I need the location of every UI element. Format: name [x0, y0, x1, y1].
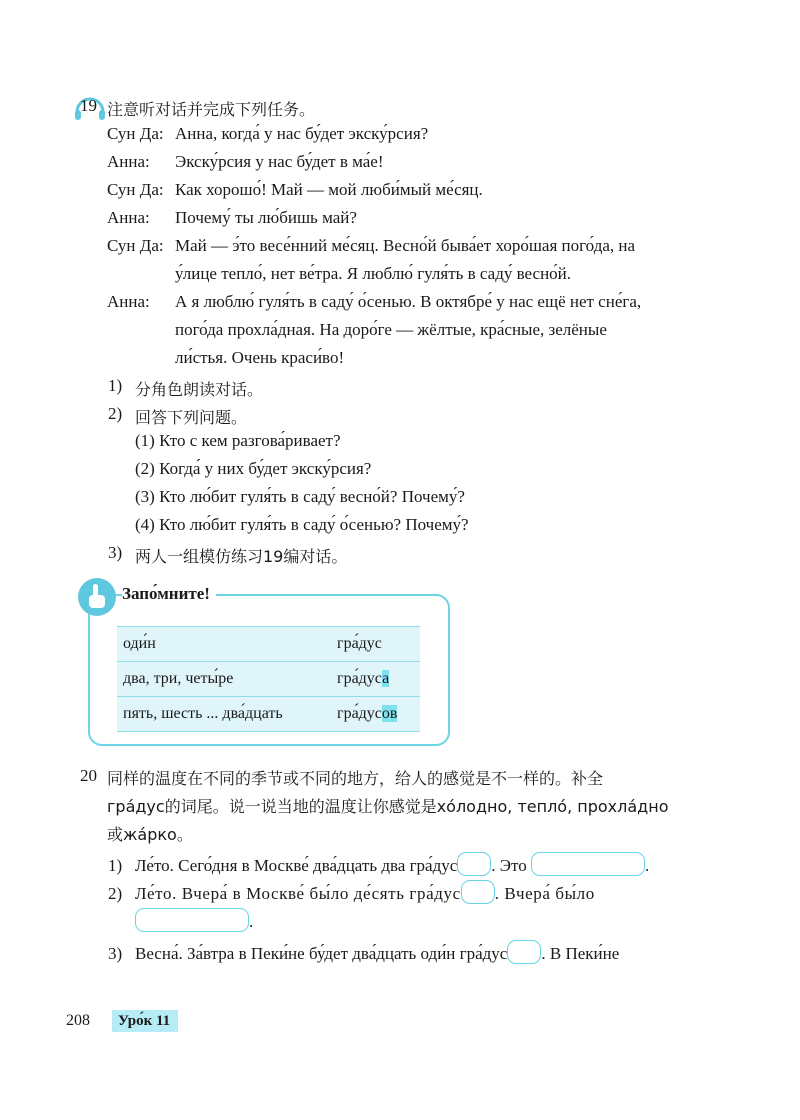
noun-cell: гра́дусов [337, 705, 398, 722]
ending-highlight: ов [381, 705, 398, 722]
ending-blank[interactable] [507, 940, 541, 964]
dialog-line: пого́да прохла́дная. На доро́ге — жёлтые, кра́сные, зелёные [175, 320, 607, 339]
grammar-table [117, 626, 420, 732]
answer-blank[interactable] [531, 852, 645, 876]
noun-cell: гра́дуса [337, 670, 390, 687]
dialog-line: Экску́рсия у нас бу́дет в ма́е! [175, 152, 384, 171]
exercise-item: Ле́то. Сего́дня в Москве́ два́дцать два гра́дус . Это . [135, 852, 649, 880]
speaker: Анна: [107, 152, 150, 171]
numeral-cell: оди́н [123, 635, 156, 652]
speaker: Сун Да: [107, 236, 164, 255]
exercise-item-continuation: . [135, 908, 253, 936]
exercise-20-instruction: гра́дус的词尾。说一说当地的温度让你感觉是хо́лодно, тепло́, прохла́дно [107, 797, 669, 816]
ending-highlight: а [382, 670, 390, 687]
numeral-cell: пять, шесть ... два́дцать [123, 705, 283, 722]
exercise-19-instruction: 注意听对话并完成下列任务。 [107, 100, 316, 119]
exercise-20-number: 20 [80, 766, 97, 785]
exercise-item: Ле́то. Вчера́ в Москве́ бы́ло де́сять гра́дус . Вчера́ бы́ло [135, 880, 595, 908]
remember-title: Запо́мните! [122, 584, 216, 604]
noun-cell: гра́дус [337, 635, 382, 652]
task-text: 分角色朗读对话。 [135, 380, 264, 399]
speaker: Сун Да: [107, 124, 164, 143]
ending-blank[interactable] [461, 880, 495, 904]
speaker: Анна: [107, 208, 150, 227]
speaker: Сун Да: [107, 180, 164, 199]
table-row [117, 626, 420, 662]
dialog-line: А я люблю́ гуля́ть в саду́ о́сенью. В октябре́ у нас ещё нет сне́га, [175, 292, 642, 311]
question: (1) Кто с кем разгова́ривает? [135, 431, 341, 450]
task-number: 2) [108, 404, 123, 423]
question: (3) Кто лю́бит гуля́ть в саду́ весно́й? Почему́? [135, 487, 465, 506]
lesson-tag: Уро́к 11 [112, 1010, 178, 1032]
answer-blank[interactable] [135, 908, 249, 932]
question: (4) Кто лю́бит гуля́ть в саду́ о́сенью? Почему́? [135, 515, 469, 534]
dialog-line: ли́стья. Очень краси́во! [175, 348, 345, 367]
page-number: 208 [66, 1012, 90, 1029]
task-number: 1) [108, 376, 123, 395]
dialog-line: Как хорошо́! Май — мой люби́мый ме́сяц. [175, 180, 483, 199]
task-text: 两人一组模仿练习19编对话。 [135, 547, 348, 566]
dialog-line: Анна, когда́ у нас бу́дет экску́рсия? [175, 124, 429, 143]
dialog-line: у́лице тепло́, нет ве́тра. Я люблю́ гуля́ть в саду́ весно́й. [175, 264, 572, 283]
numeral-cell: два, три, четы́ре [123, 670, 234, 687]
ending-blank[interactable] [457, 852, 491, 876]
task-number: 3) [108, 543, 123, 562]
table-row [117, 662, 420, 697]
exercise-19-number: 19 [80, 96, 97, 115]
hand-pointer-icon [78, 578, 116, 616]
dialog-line: Май — э́то весе́нний ме́сяц. Весно́й быва́ет хоро́шая пого́да, на [175, 236, 636, 255]
speaker: Анна: [107, 292, 150, 311]
exercise-20-instruction: 或жа́рко。 [107, 825, 193, 844]
item-number: 3) [108, 944, 123, 963]
exercise-item: Весна́. За́втра в Пеки́не бу́дет два́дцать оди́н гра́дус . В Пеки́не [135, 940, 619, 968]
dialog-line: Почему́ ты лю́бишь май? [175, 208, 357, 227]
task-text: 回答下列问题。 [135, 408, 248, 427]
item-number: 2) [108, 884, 123, 903]
item-number: 1) [108, 856, 123, 875]
question: (2) Когда́ у них бу́дет экску́рсия? [135, 459, 372, 478]
table-row [117, 697, 420, 732]
exercise-20-instruction: 同样的温度在不同的季节或不同的地方，给人的感觉是不一样的。补全 [107, 769, 604, 788]
